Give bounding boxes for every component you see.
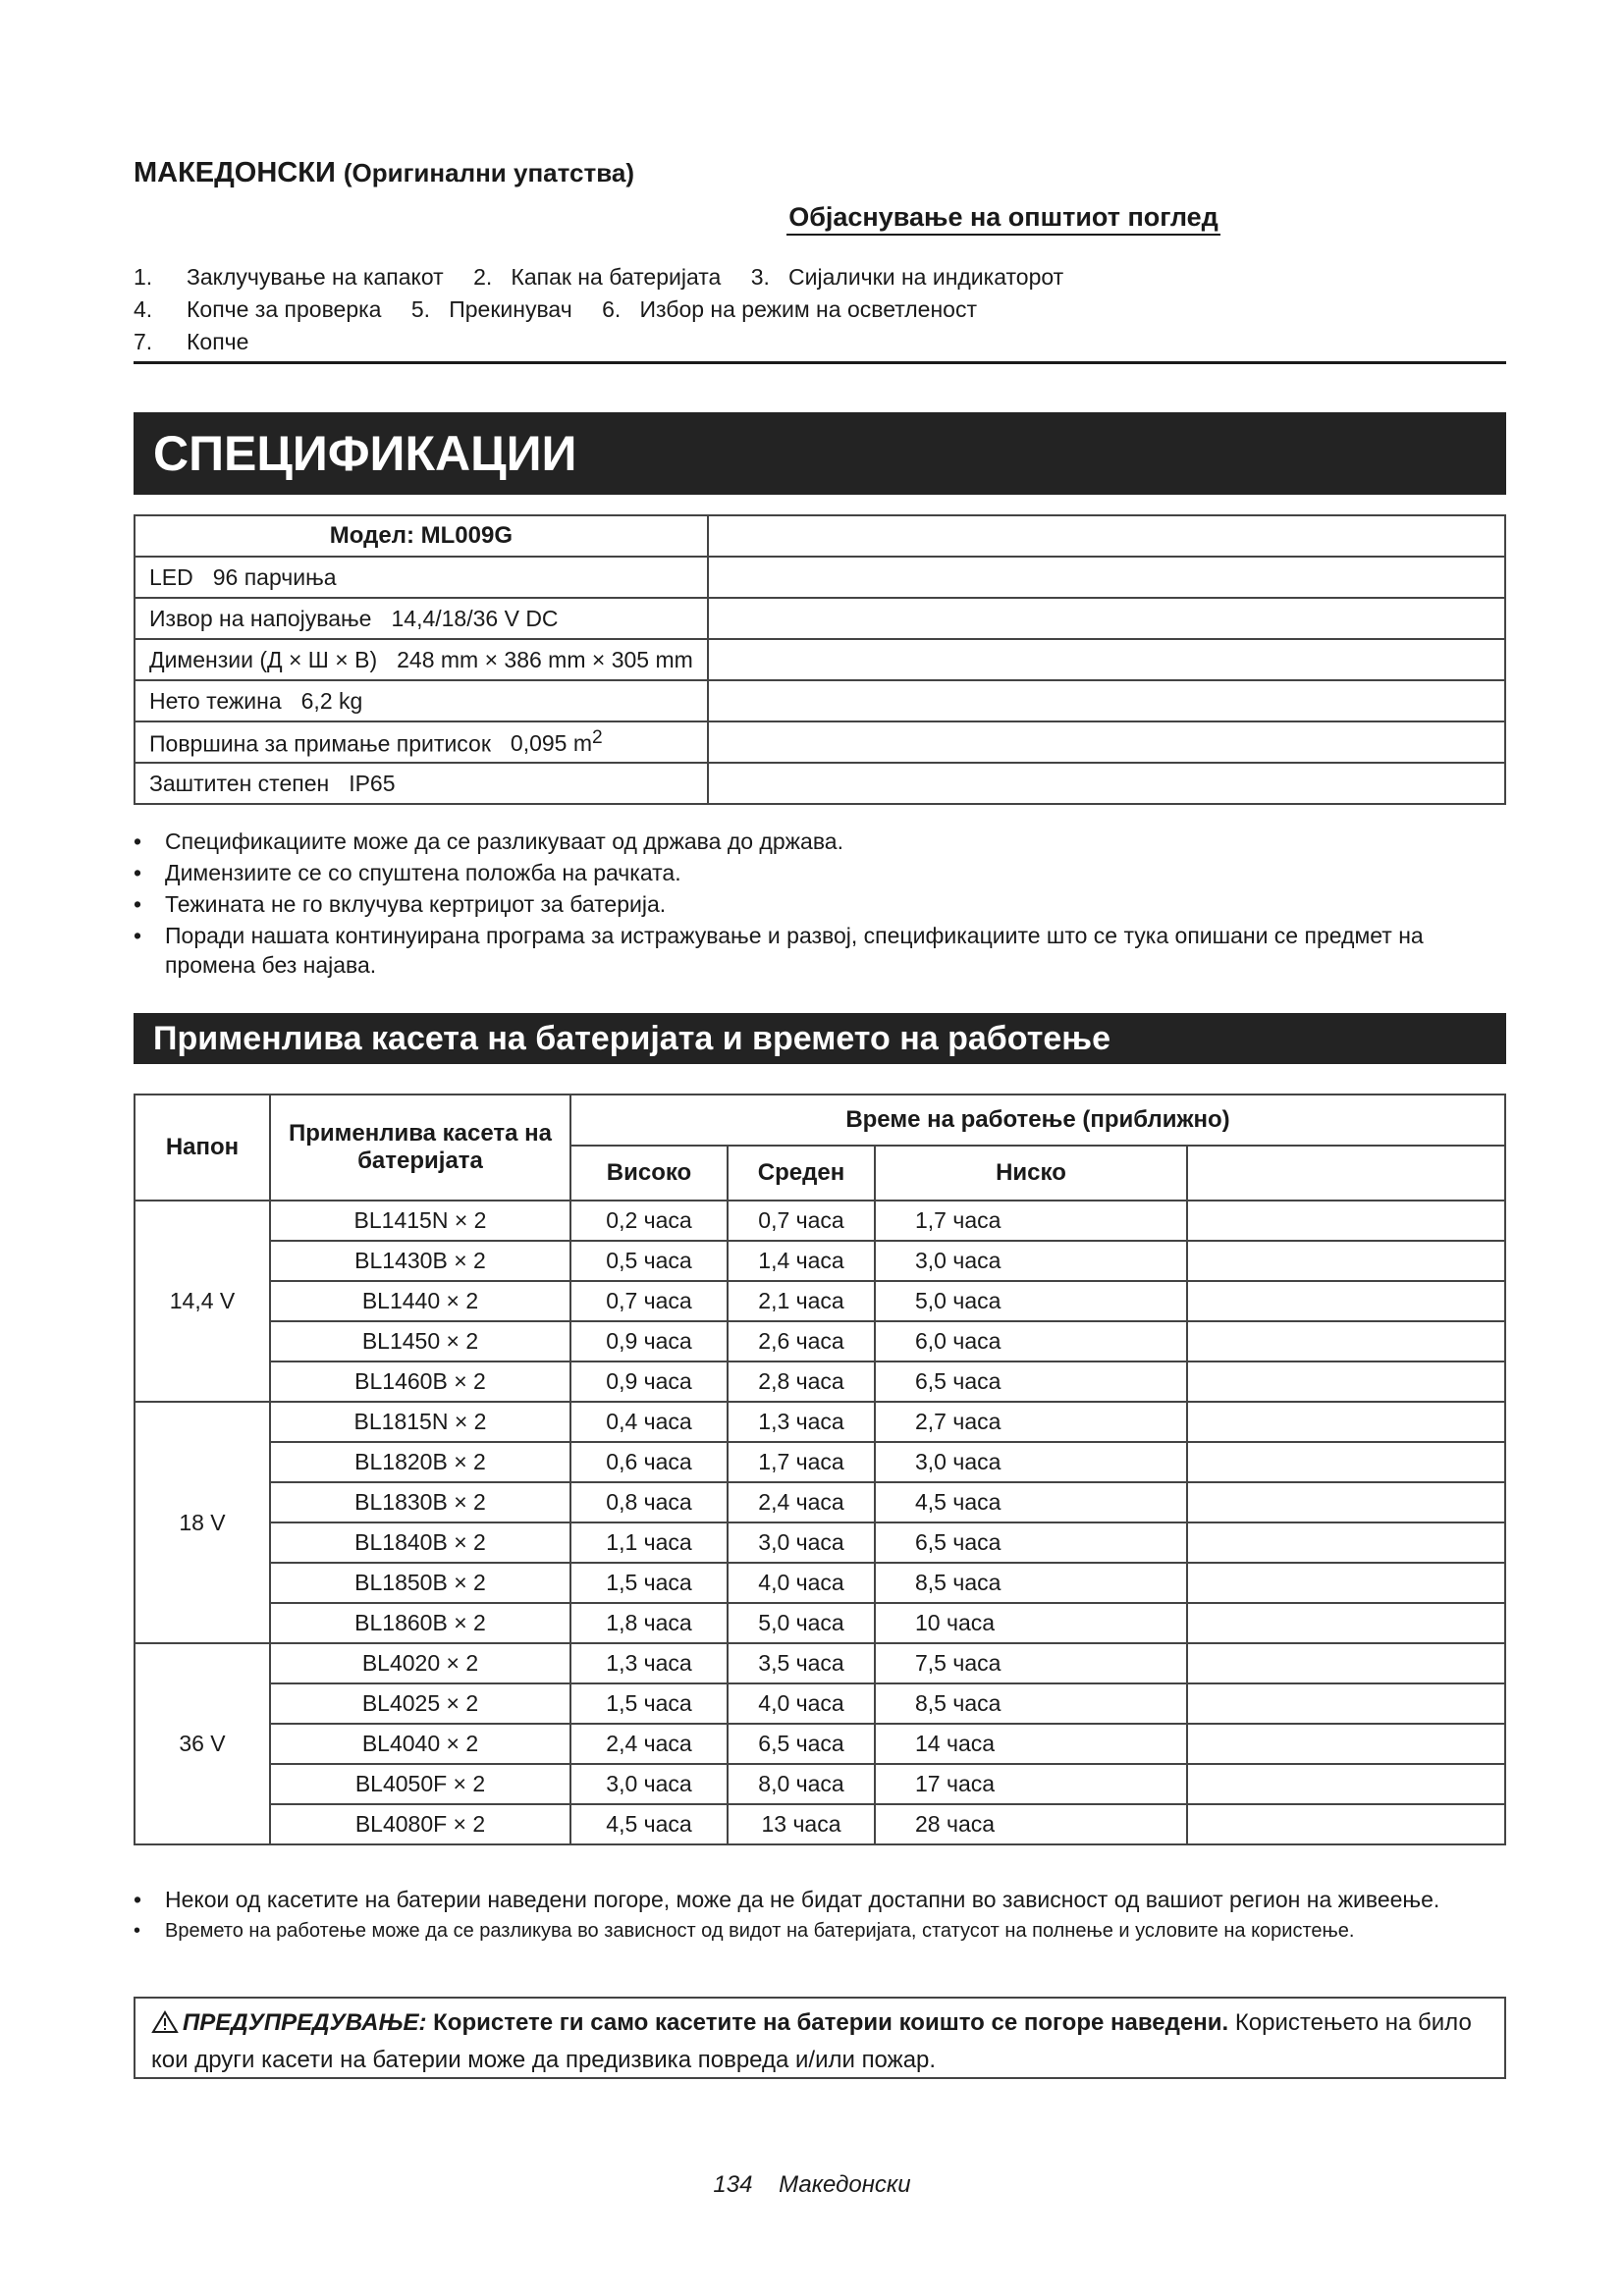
cartridge-cell: BL4040 × 2 [270, 1724, 570, 1764]
list-item: • Поради нашата континуирана програма за истражување и развој, спецификациите што се тука опишани се предмет на промена без најава. [134, 921, 1506, 980]
time-medium-cell: 4,0 часа [728, 1563, 875, 1603]
cartridge-cell: BL1440 × 2 [270, 1281, 570, 1321]
table-row [135, 1724, 1505, 1764]
empty-cell [1187, 1281, 1505, 1321]
time-medium-cell: 1,7 часа [728, 1442, 875, 1482]
empty-cell [1187, 1522, 1505, 1563]
time-low-cell: 6,5 часа [875, 1522, 1187, 1563]
cartridge-cell: BL1850B × 2 [270, 1563, 570, 1603]
part-label: Прекинувач [449, 296, 572, 322]
table-row [135, 1402, 1505, 1442]
spec-label: Површина за примање притисок [149, 730, 491, 757]
parts-line-2: 4. Копче за проверка 5. Прекинувач 6. Избор на режим на осветленост [134, 296, 977, 322]
col-voltage: Напон [135, 1095, 270, 1201]
cartridge-cell: BL4080F × 2 [270, 1804, 570, 1844]
table-row [135, 639, 1505, 680]
empty-cell [1187, 1321, 1505, 1362]
table-row [135, 1683, 1505, 1724]
table-row [135, 1603, 1505, 1643]
time-low-cell: 14 часа [875, 1724, 1187, 1764]
list-item: • Некои од касетите на батерии наведени погоре, може да не бидат достапни во зависност од вашиот регион на живеење. [134, 1885, 1506, 1914]
parts-line-3: 7. Копче [134, 329, 249, 354]
empty-cell [1187, 1603, 1505, 1643]
col-medium: Среден [728, 1146, 875, 1201]
time-low-cell: 10 часа [875, 1603, 1187, 1643]
cartridge-cell: BL1450 × 2 [270, 1321, 570, 1362]
time-high-cell: 4,5 часа [570, 1804, 728, 1844]
empty-cell [1187, 1764, 1505, 1804]
empty-cell [1187, 1442, 1505, 1482]
spec-label: Нето тежина [149, 687, 282, 714]
table-header-row [135, 1095, 1505, 1146]
cartridge-cell: BL4050F × 2 [270, 1764, 570, 1804]
empty-cell [1187, 1241, 1505, 1281]
spec-value: 96 парчиња [212, 563, 337, 590]
table-row [135, 1764, 1505, 1804]
table-row [135, 763, 1505, 804]
time-low-cell: 5,0 часа [875, 1281, 1187, 1321]
list-item: • Димензиите се со спуштена положба на рачката. [134, 858, 1506, 887]
battery-notes [134, 1885, 1506, 1948]
spec-label: Димензии (Д × Ш × В) [149, 646, 378, 672]
time-high-cell: 0,9 часа [570, 1321, 728, 1362]
warning-bold-text: Користете ги само касетите на батерии коишто се погоре наведени. [433, 2009, 1229, 2036]
battery-banner: Применлива касета на батеријата и времето на работење [134, 1013, 1506, 1064]
specs-table [134, 514, 1506, 805]
time-low-cell: 1,7 часа [875, 1201, 1187, 1241]
time-medium-cell: 0,7 часа [728, 1201, 875, 1241]
time-low-cell: 7,5 часа [875, 1643, 1187, 1683]
table-row [135, 680, 1505, 721]
battery-table-body [135, 1201, 1505, 1844]
cartridge-cell: BL1820B × 2 [270, 1442, 570, 1482]
list-item: • Времето на работење може да се разликува во зависност од видот на батеријата, статусот на полнење и условите на користење. [134, 1916, 1506, 1946]
list-item: • Тежината не го вклучува кертриџот за батерија. [134, 889, 1506, 919]
time-medium-cell: 3,5 часа [728, 1643, 875, 1683]
time-high-cell: 2,4 часа [570, 1724, 728, 1764]
spec-superscript: 2 [592, 726, 603, 748]
part-label: Копче [187, 329, 249, 354]
time-high-cell: 0,2 часа [570, 1201, 728, 1241]
time-high-cell: 1,5 часа [570, 1563, 728, 1603]
time-medium-cell: 4,0 часа [728, 1683, 875, 1724]
page-footer [0, 2171, 1624, 2199]
table-row [135, 721, 1505, 763]
part-label: Копче за проверка [187, 296, 382, 322]
spec-label: LED [149, 563, 193, 590]
time-medium-cell: 1,4 часа [728, 1241, 875, 1281]
table-row [135, 1482, 1505, 1522]
table-row [135, 598, 1505, 639]
time-low-cell: 6,0 часа [875, 1321, 1187, 1362]
time-low-cell: 28 часа [875, 1804, 1187, 1844]
part-label: Заклучување на капакот [187, 264, 444, 290]
empty-cell [1187, 1563, 1505, 1603]
voltage-cell: 18 V [135, 1402, 270, 1643]
cartridge-cell: BL1430B × 2 [270, 1241, 570, 1281]
warning-title: ПРЕДУПРЕДУВАЊЕ: [183, 2009, 427, 2036]
table-row [135, 1241, 1505, 1281]
table-row [135, 515, 1505, 557]
spec-value: 248 mm × 386 mm × 305 mm [397, 646, 693, 672]
time-medium-cell: 8,0 часа [728, 1764, 875, 1804]
empty-cell [1187, 1804, 1505, 1844]
cartridge-cell: BL1860B × 2 [270, 1603, 570, 1643]
warning-text: Користењето на било кои други касети на батерии може да предизвика повреда и/или пожар. [151, 2009, 1472, 2073]
table-row [135, 1321, 1505, 1362]
time-high-cell: 1,3 часа [570, 1643, 728, 1683]
spec-value: 0,095 m [510, 730, 593, 757]
time-high-cell: 1,1 часа [570, 1522, 728, 1563]
cartridge-cell: BL1460B × 2 [270, 1362, 570, 1402]
warning-box [134, 1997, 1506, 2079]
time-medium-cell: 3,0 часа [728, 1522, 875, 1563]
col-cartridge: Применлива касета на батеријата [270, 1095, 570, 1201]
time-high-cell: 1,8 часа [570, 1603, 728, 1643]
col-low: Ниско [875, 1146, 1187, 1201]
page-number: 134 [713, 2171, 753, 2198]
table-row [135, 1643, 1505, 1683]
part-label: Капак на батеријата [511, 264, 722, 290]
time-low-cell: 3,0 часа [875, 1442, 1187, 1482]
time-low-cell: 2,7 часа [875, 1402, 1187, 1442]
specs-banner: СПЕЦИФИКАЦИИ [134, 412, 1506, 495]
time-low-cell: 17 часа [875, 1764, 1187, 1804]
time-medium-cell: 6,5 часа [728, 1724, 875, 1764]
table-row [135, 1362, 1505, 1402]
time-medium-cell: 2,1 часа [728, 1281, 875, 1321]
section-divider [134, 361, 1506, 364]
table-row [135, 1563, 1505, 1603]
time-high-cell: 0,7 часа [570, 1281, 728, 1321]
col-time: Време на работење (приближно) [570, 1095, 1505, 1146]
spec-label: Заштитен степен [149, 770, 330, 796]
time-high-cell: 0,9 часа [570, 1362, 728, 1402]
cartridge-cell: BL1815N × 2 [270, 1402, 570, 1442]
warning-triangle-icon [151, 2010, 179, 2044]
footer-language: Македонски [779, 2171, 911, 2198]
empty-cell [1187, 1683, 1505, 1724]
time-high-cell: 0,5 часа [570, 1241, 728, 1281]
time-high-cell: 1,5 часа [570, 1683, 728, 1724]
spec-value: IP65 [349, 770, 396, 796]
model-cell: Модел: ML009G [135, 515, 708, 557]
spec-notes [134, 827, 1506, 982]
table-row [135, 557, 1505, 598]
language-title [134, 157, 634, 189]
battery-table [134, 1094, 1506, 1845]
spec-label: Извор на напојување [149, 605, 372, 631]
table-row [135, 1281, 1505, 1321]
col-high: Високо [570, 1146, 728, 1201]
cartridge-cell: BL1830B × 2 [270, 1482, 570, 1522]
list-item: • Спецификациите може да се разликуваат од држава до држава. [134, 827, 1506, 856]
cartridge-cell: BL4025 × 2 [270, 1683, 570, 1724]
voltage-cell: 36 V [135, 1643, 270, 1844]
time-low-cell: 8,5 часа [875, 1563, 1187, 1603]
voltage-cell: 14,4 V [135, 1201, 270, 1402]
cartridge-cell: BL4020 × 2 [270, 1643, 570, 1683]
table-row [135, 1442, 1505, 1482]
time-medium-cell: 5,0 часа [728, 1603, 875, 1643]
time-high-cell: 0,4 часа [570, 1402, 728, 1442]
time-high-cell: 3,0 часа [570, 1764, 728, 1804]
language-name: МАКЕДОНСКИ [134, 157, 336, 188]
time-medium-cell: 1,3 часа [728, 1402, 875, 1442]
time-medium-cell: 2,6 часа [728, 1321, 875, 1362]
time-high-cell: 0,6 часа [570, 1442, 728, 1482]
table-row [135, 1804, 1505, 1844]
language-subtitle: (Оригинални упатства) [343, 158, 634, 187]
time-high-cell: 0,8 часа [570, 1482, 728, 1522]
table-row [135, 1201, 1505, 1241]
parts-line-1: 1. Заклучување на капакот 2. Капак на батеријата 3. Сијалички на индикаторот [134, 264, 1064, 290]
empty-cell [1187, 1402, 1505, 1442]
empty-cell [1187, 1643, 1505, 1683]
overview-title: Објаснување на општиот поглед [0, 202, 1624, 233]
spec-value: 14,4/18/36 V DC [391, 605, 559, 631]
time-medium-cell: 13 часа [728, 1804, 875, 1844]
time-medium-cell: 2,4 часа [728, 1482, 875, 1522]
parts-list [134, 261, 1063, 358]
empty-cell [1187, 1724, 1505, 1764]
time-low-cell: 4,5 часа [875, 1482, 1187, 1522]
spec-value: 6,2 kg [300, 687, 363, 714]
part-label: Избор на режим на осветленост [639, 296, 977, 322]
table-row [135, 1522, 1505, 1563]
time-medium-cell: 2,8 часа [728, 1362, 875, 1402]
empty-cell [1187, 1362, 1505, 1402]
time-low-cell: 3,0 часа [875, 1241, 1187, 1281]
time-low-cell: 8,5 часа [875, 1683, 1187, 1724]
empty-cell [1187, 1201, 1505, 1241]
time-low-cell: 6,5 часа [875, 1362, 1187, 1402]
cartridge-cell: BL1415N × 2 [270, 1201, 570, 1241]
cartridge-cell: BL1840B × 2 [270, 1522, 570, 1563]
empty-cell [1187, 1482, 1505, 1522]
part-label: Сијалички на индикаторот [788, 264, 1064, 290]
